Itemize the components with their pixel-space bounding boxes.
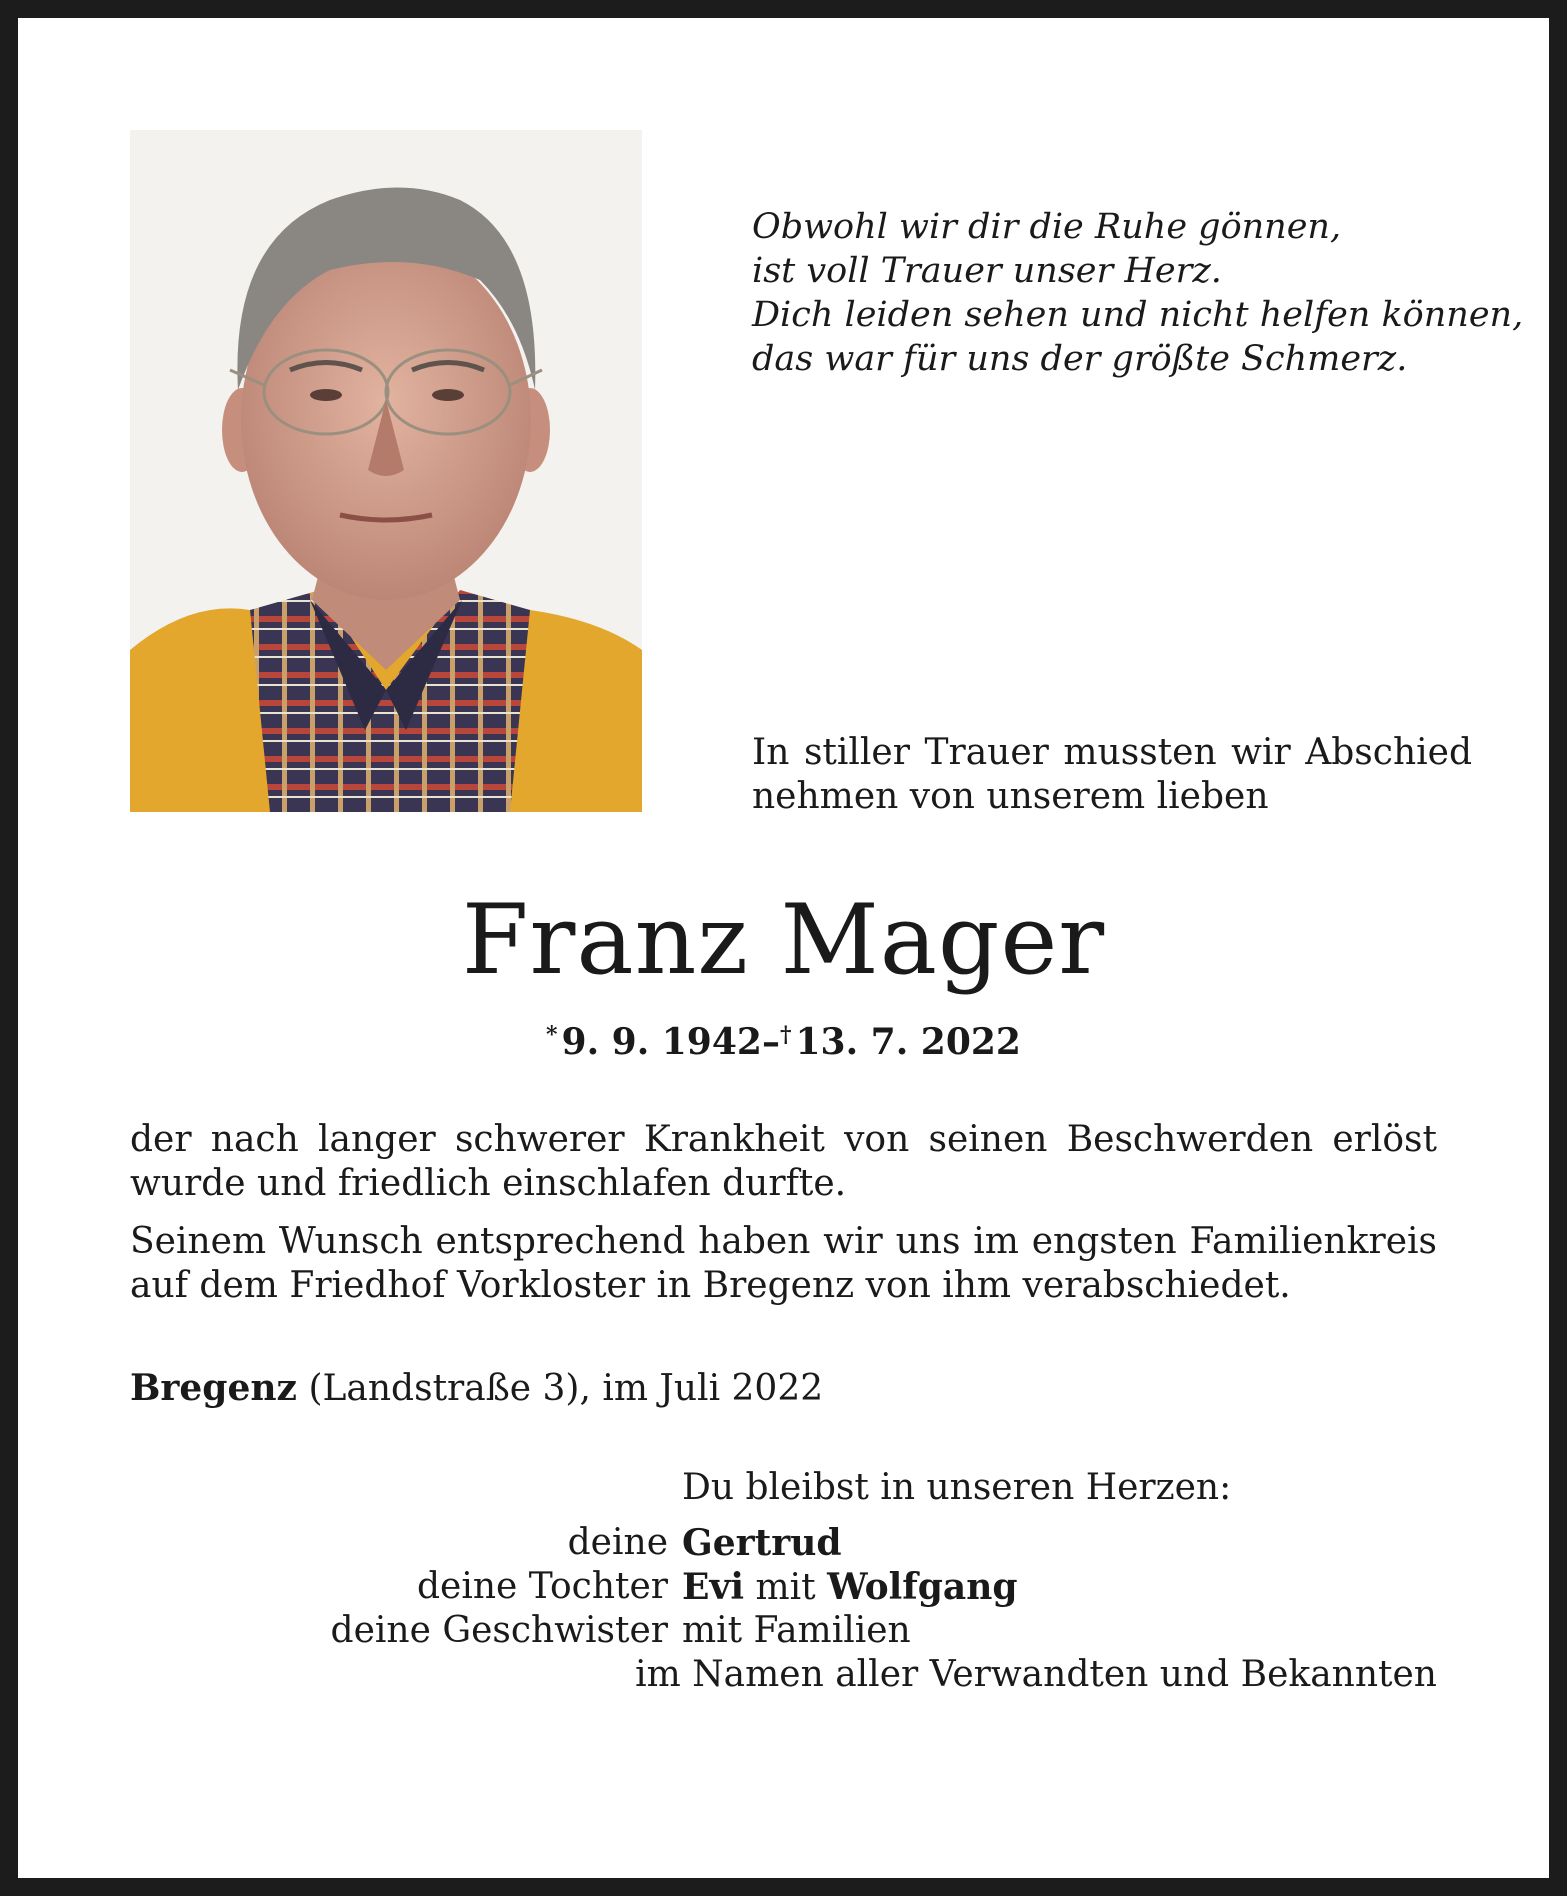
mourners-heading: Du bleibst in unseren Herzen: (682, 1467, 1232, 1508)
mourner-names (682, 1565, 1018, 1609)
deceased-name: Franz Mager (461, 884, 1106, 996)
birth-symbol: * (546, 1022, 558, 1048)
date-separator: – (761, 1021, 780, 1063)
mourner-relation: deine Geschwister (330, 1610, 668, 1651)
mourner-row (130, 1609, 1437, 1653)
death-symbol: † (779, 1022, 792, 1048)
mourner-connector: im Namen aller Verwandten und Bekannten (635, 1654, 1437, 1695)
poem-line: das war für uns der größte Schmerz. (752, 339, 1408, 379)
mourner-relation: deine Tochter (416, 1566, 668, 1607)
body-paragraph: der nach langer schwerer Krankheit von seinen Beschwerden erlöst wurde und friedlich einschlafen durfte. (130, 1119, 1437, 1204)
mourners-list (130, 1521, 1437, 1697)
body-paragraph: Seinem Wunsch entsprechend haben wir uns im engsten Familienkreis auf dem Friedhof Vorkloster in Bregenz von ihm verabschiedet. (130, 1221, 1437, 1306)
poem-line: Dich leiden sehen und nicht helfen können, (752, 295, 1524, 335)
portrait-photo (130, 130, 642, 812)
mourner-names (682, 1521, 842, 1565)
intro-text: In stiller Trauer mussten wir Abschied nehmen von unserem lieben (752, 732, 1472, 817)
mourner-name: Evi (682, 1566, 745, 1608)
mourner-relation (130, 1653, 635, 1697)
poem-line: Obwohl wir dir die Ruhe gönnen, (752, 207, 1342, 247)
mourner-names (635, 1653, 1437, 1697)
mourner-row (130, 1653, 1437, 1697)
mourner-row (130, 1521, 1437, 1565)
life-dates (130, 1010, 1437, 1067)
mourner-name-2: Wolfgang (827, 1566, 1018, 1608)
mourner-relation: deine (567, 1522, 668, 1563)
death-date: 13. 7. 2022 (795, 1021, 1021, 1063)
place-details: (Landstraße 3), im Juli 2022 (308, 1368, 824, 1409)
portrait-illustration (130, 130, 642, 812)
mourner-connector: mit (755, 1567, 816, 1608)
place-and-date (130, 1366, 823, 1411)
mourner-connector: mit Familien (682, 1610, 911, 1651)
place-city: Bregenz (130, 1367, 297, 1409)
birth-date: 9. 9. 1942 (561, 1021, 762, 1063)
mourner-names (682, 1609, 911, 1653)
poem-line: ist voll Trauer unser Herz. (752, 251, 1222, 291)
mourner-name: Gertrud (682, 1522, 842, 1564)
mourner-row (130, 1565, 1437, 1609)
poem (752, 205, 1524, 381)
